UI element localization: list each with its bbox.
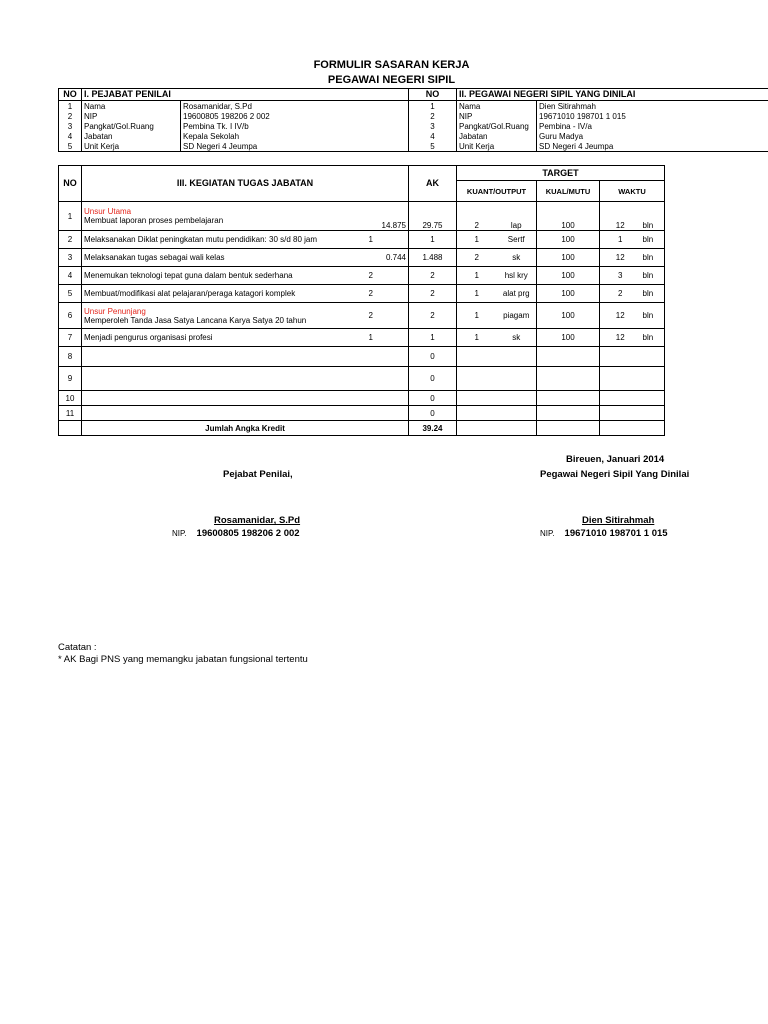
kuant-unit: alat prg (497, 285, 537, 303)
kuant-qty: 1 (457, 285, 497, 303)
right-signer-name: Dien Sitirahmah (582, 515, 655, 526)
ak-value: 1 (409, 329, 457, 347)
left-signer-nip (172, 528, 300, 539)
waktu-value (600, 406, 641, 421)
kegiatan-cell (82, 391, 367, 406)
kegiatan-cell (82, 267, 367, 285)
info-left-no: 2 (59, 111, 82, 121)
ak-per-unit: 14.875 (367, 202, 409, 231)
target-header: TARGET (457, 166, 665, 181)
kuant-qty (457, 347, 497, 367)
info-left-label: Nama (82, 101, 181, 112)
info-right-label: NIP (457, 111, 537, 121)
kegiatan-cell (82, 329, 367, 347)
row-number: 8 (59, 347, 82, 367)
notes-line-1: * AK Bagi PNS yang memangku jabatan fungsional tertentu (58, 654, 308, 665)
kegiatan-text: Menjadi pengurus organisasi profesi (84, 333, 213, 342)
left-nip-label: NIP. (172, 529, 187, 538)
kuant-unit: lap (497, 202, 537, 231)
kual-mutu: 100 (537, 267, 600, 285)
kual-mutu (537, 391, 600, 406)
info-right-no: 3 (409, 121, 457, 131)
kegiatan-text: Menemukan teknologi tepat guna dalam bentuk sederhana (84, 271, 293, 280)
waktu-value (600, 391, 641, 406)
waktu-value: 3 (600, 267, 641, 285)
total-row (59, 421, 768, 436)
info-left-label: Pangkat/Gol.Ruang (82, 121, 181, 131)
kuant-qty (457, 391, 497, 406)
row-number: 5 (59, 285, 82, 303)
waktu-value (600, 367, 641, 391)
info-header-row (59, 89, 768, 101)
kual-mutu: 100 (537, 231, 600, 249)
kuant-qty: 2 (457, 202, 497, 231)
row-number: 6 (59, 303, 82, 329)
ak-per-unit (367, 406, 409, 421)
info-row (59, 141, 768, 152)
kuant-unit (497, 367, 537, 391)
kegiatan-text: Memperoleh Tanda Jasa Satya Lancana Karya Satya 20 tahun (84, 315, 307, 325)
ak-per-unit (367, 367, 409, 391)
kegiatan-cell (82, 367, 367, 391)
kual-mutu: 100 (537, 202, 600, 231)
kuant-unit (497, 406, 537, 421)
waktu-unit (641, 367, 665, 391)
kuant-unit (497, 391, 537, 406)
form-subtitle: PEGAWAI NEGERI SIPIL (327, 74, 456, 86)
kuant-qty (457, 367, 497, 391)
left-signer-role: Pejabat Penilai, (223, 469, 293, 480)
table-row (59, 406, 768, 421)
info-left-value: SD Negeri 4 Jeumpa (181, 141, 409, 152)
ak-per-unit: 2 (367, 303, 409, 329)
ak-value: 29.75 (409, 202, 457, 231)
info-right-label: Unit Kerja (457, 141, 537, 152)
ak-value: 0 (409, 367, 457, 391)
row-number: 9 (59, 367, 82, 391)
kuant-unit: Sertf (497, 231, 537, 249)
kegiatan-table (58, 165, 768, 436)
waktu-value: 12 (600, 249, 641, 267)
right-signer-role: Pegawai Negeri Sipil Yang Dinilai (540, 469, 690, 480)
kegiatan-no-header: NO (59, 166, 82, 202)
info-no-header: NO (59, 89, 82, 101)
table-row (59, 347, 768, 367)
kegiatan-cell (82, 249, 367, 267)
row-number: 7 (59, 329, 82, 347)
unsur-category: Unsur Penunjang (84, 306, 146, 316)
table-row (59, 367, 768, 391)
total-value: 39.24 (409, 421, 457, 436)
info-left-value: 19600805 198206 2 002 (181, 111, 409, 121)
info-right-value: Dien Sitirahmah (537, 101, 768, 112)
info-right-no: 2 (409, 111, 457, 121)
row-number: 10 (59, 391, 82, 406)
info-left-label: Unit Kerja (82, 141, 181, 152)
table-row (59, 391, 768, 406)
place-date: Bireuen, Januari 2014 (566, 454, 665, 465)
row-number: 1 (59, 202, 82, 231)
ak-value: 1 (409, 231, 457, 249)
info-left-value: Pembina Tk. I IV/b (181, 121, 409, 131)
waktu-value: 12 (600, 202, 641, 231)
kual-mutu: 100 (537, 285, 600, 303)
ak-value: 2 (409, 267, 457, 285)
waktu-unit (641, 391, 665, 406)
kual-mutu (537, 367, 600, 391)
ak-value: 2 (409, 285, 457, 303)
kuant-qty: 1 (457, 303, 497, 329)
kuant-unit (497, 347, 537, 367)
pejabat-penilai-heading: I. PEJABAT PENILAI (82, 89, 409, 101)
kual-mutu: 100 (537, 249, 600, 267)
ak-per-unit: 2 (367, 285, 409, 303)
kegiatan-cell (82, 231, 367, 249)
kuant-unit: sk (497, 329, 537, 347)
row-number: 3 (59, 249, 82, 267)
kegiatan-header-row (59, 166, 768, 181)
kegiatan-text: Melaksanakan tugas sebagai wali kelas (84, 253, 225, 262)
kuant-qty (457, 406, 497, 421)
ak-value: 1.488 (409, 249, 457, 267)
waktu-value: 12 (600, 303, 641, 329)
kuant-qty: 1 (457, 231, 497, 249)
total-label: Jumlah Angka Kredit (82, 421, 409, 436)
info-right-value: SD Negeri 4 Jeumpa (537, 141, 768, 152)
info-right-no: 4 (409, 131, 457, 141)
info-left-no: 3 (59, 121, 82, 131)
table-row (59, 303, 768, 329)
info-left-label: NIP (82, 111, 181, 121)
kegiatan-cell (82, 202, 367, 231)
personnel-info-table (58, 88, 768, 152)
ak-per-unit: 1 (367, 231, 409, 249)
ak-header: AK (409, 166, 457, 202)
kegiatan-cell (82, 406, 367, 421)
info-right-value: 19671010 198701 1 015 (537, 111, 768, 121)
info-left-value: Kepala Sekolah (181, 131, 409, 141)
info-right-label: Jabatan (457, 131, 537, 141)
info-right-label: Nama (457, 101, 537, 112)
left-signer-name: Rosamanidar, S.Pd (214, 515, 301, 526)
ak-value: 2 (409, 303, 457, 329)
waktu-value: 2 (600, 285, 641, 303)
table-row (59, 249, 768, 267)
waktu-unit: bln (641, 202, 665, 231)
kegiatan-text: Membuat/modifikasi alat pelajaran/peraga katagori komplek (84, 289, 296, 298)
kegiatan-cell (82, 303, 367, 329)
waktu-unit: bln (641, 249, 665, 267)
info-right-no: 5 (409, 141, 457, 152)
info-right-label: Pangkat/Gol.Ruang (457, 121, 537, 131)
kuant-unit: sk (497, 249, 537, 267)
right-nip-value: 19671010 198701 1 015 (564, 528, 668, 539)
waktu-value: 1 (600, 231, 641, 249)
info-row (59, 121, 768, 131)
waktu-unit: bln (641, 329, 665, 347)
kuant-unit: hsl kry (497, 267, 537, 285)
kual-mutu (537, 347, 600, 367)
info-left-no: 1 (59, 101, 82, 112)
kegiatan-text: Membuat laporan proses pembelajaran (84, 216, 224, 225)
waktu-unit: bln (641, 285, 665, 303)
kual-mutu-header: KUAL/MUTU (537, 181, 600, 202)
row-number: 4 (59, 267, 82, 285)
info-no-header-right: NO (409, 89, 457, 101)
info-left-label: Jabatan (82, 131, 181, 141)
right-nip-label: NIP. (540, 529, 555, 538)
table-row (59, 329, 768, 347)
info-right-value: Pembina - IV/a (537, 121, 768, 131)
ak-per-unit: 0.744 (367, 249, 409, 267)
table-row (59, 267, 768, 285)
info-left-no: 4 (59, 131, 82, 141)
ak-per-unit (367, 347, 409, 367)
row-number: 11 (59, 406, 82, 421)
waktu-value: 12 (600, 329, 641, 347)
kuant-qty: 1 (457, 329, 497, 347)
waktu-unit: bln (641, 303, 665, 329)
table-row (59, 202, 768, 231)
waktu-unit (641, 347, 665, 367)
table-row (59, 285, 768, 303)
kuant-unit: piagam (497, 303, 537, 329)
info-row (59, 111, 768, 121)
notes-heading: Catatan : (58, 642, 97, 653)
ak-value: 0 (409, 347, 457, 367)
pns-dinilai-heading: II. PEGAWAI NEGERI SIPIL YANG DINILAI (457, 89, 768, 101)
ak-value: 0 (409, 406, 457, 421)
kual-mutu (537, 406, 600, 421)
info-left-value: Rosamanidar, S.Pd (181, 101, 409, 112)
kuant-output-header: KUANT/OUTPUT (457, 181, 537, 202)
kegiatan-cell (82, 347, 367, 367)
ak-value: 0 (409, 391, 457, 406)
waktu-unit (641, 406, 665, 421)
left-nip-value: 19600805 198206 2 002 (196, 528, 300, 539)
waktu-unit: bln (641, 267, 665, 285)
ak-per-unit (367, 391, 409, 406)
kuant-qty: 2 (457, 249, 497, 267)
info-row (59, 131, 768, 141)
waktu-value (600, 347, 641, 367)
kuant-qty: 1 (457, 267, 497, 285)
kegiatan-text: Melaksanakan Diklat peningkatan mutu pendidikan: 30 s/d 80 jam (84, 235, 318, 244)
kegiatan-title-header: III. KEGIATAN TUGAS JABATAN (82, 166, 409, 202)
waktu-unit: bln (641, 231, 665, 249)
kegiatan-cell (82, 285, 367, 303)
waktu-header: WAKTU (600, 181, 665, 202)
info-left-no: 5 (59, 141, 82, 152)
info-row (59, 101, 768, 112)
kual-mutu: 100 (537, 329, 600, 347)
right-signer-nip (540, 528, 668, 539)
info-right-no: 1 (409, 101, 457, 112)
info-right-value: Guru Madya (537, 131, 768, 141)
row-number: 2 (59, 231, 82, 249)
table-row (59, 231, 768, 249)
ak-per-unit: 1 (367, 329, 409, 347)
unsur-category: Unsur Utama (84, 207, 132, 216)
ak-per-unit: 2 (367, 267, 409, 285)
kual-mutu: 100 (537, 303, 600, 329)
form-title: FORMULIR SASARAN KERJA (313, 59, 470, 71)
